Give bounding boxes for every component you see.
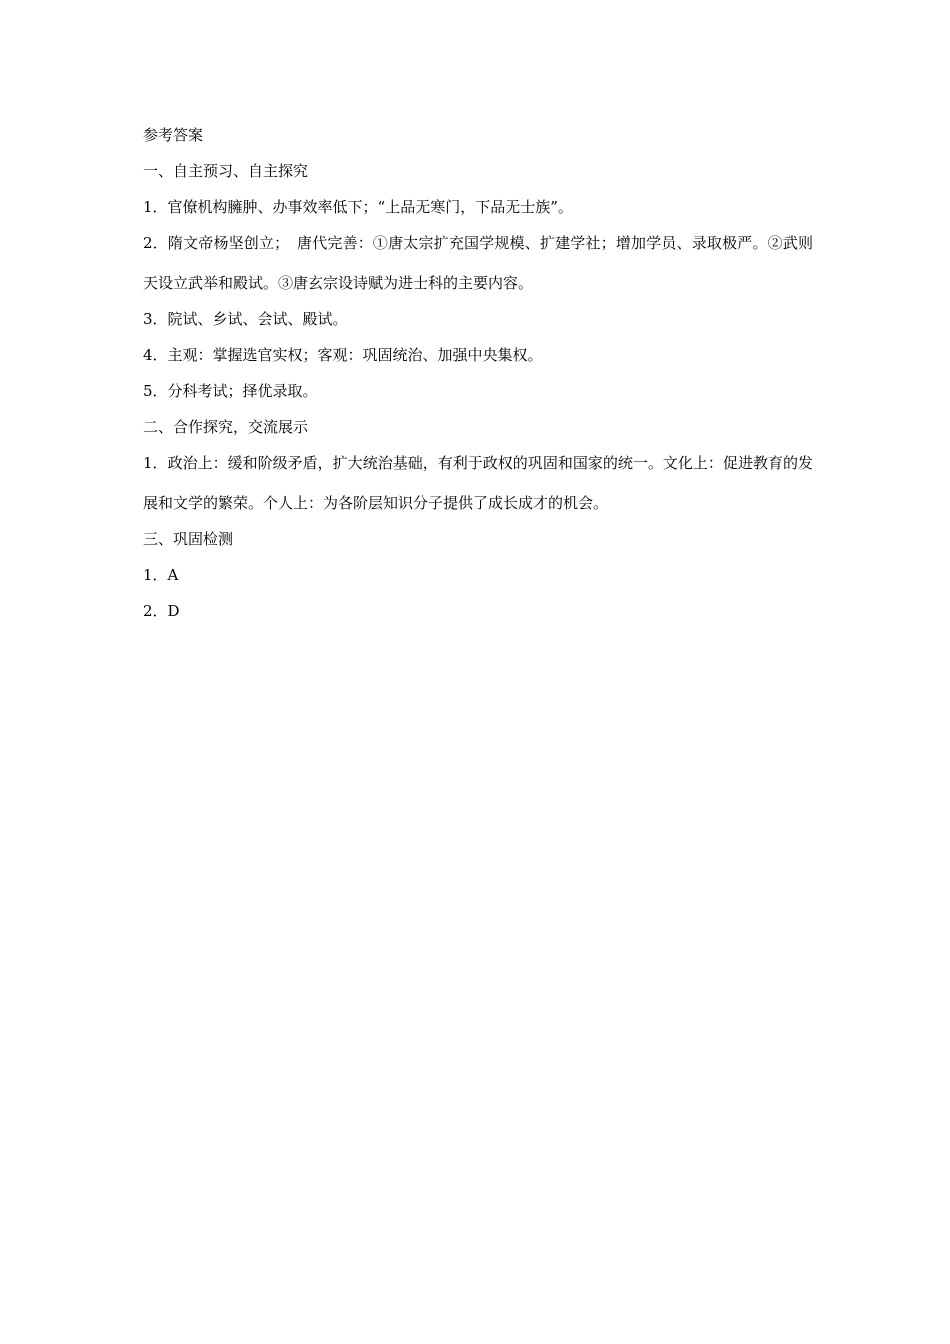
section-2-title: 二、合作探究，交流展示 <box>143 418 309 436</box>
section-2-item-1: 1．政治上：缓和阶级矛盾，扩大统治基础，有利于政权的巩固和国家的统一。文化上：促进教育的发展和文学的繁荣。个人上：为各阶层知识分子提供了成长成才的机会。 <box>143 454 813 512</box>
section-1-item-4: 4．主观：掌握选官实权；客观：巩固统治、加强中央集权。 <box>143 346 543 364</box>
section-1-item-3: 3．院试、乡试、会试、殿试。 <box>143 310 348 328</box>
section-3-title: 三、巩固检测 <box>143 530 234 548</box>
section-1-item-1: 1．官僚机构臃肿、办事效率低下；“上品无寒门，下品无士族”。 <box>143 198 573 216</box>
section-1-title: 一、自主预习、自主探究 <box>143 162 309 180</box>
section-3-item-2: 2．D <box>143 602 180 620</box>
section-1-item-5: 5．分科考试；择优录取。 <box>143 382 318 400</box>
section-3-item-1: 1．A <box>143 566 179 584</box>
answer-key <box>143 124 813 636</box>
section-1-item-2: 2．隋文帝杨坚创立； 唐代完善：①唐太宗扩充国学规模、扩建学社；增加学员、录取极严。②武则天设立武举和殿试。③唐玄宗设诗赋为进士科的主要内容。 <box>143 234 813 292</box>
document-heading: 参考答案 <box>143 126 204 144</box>
